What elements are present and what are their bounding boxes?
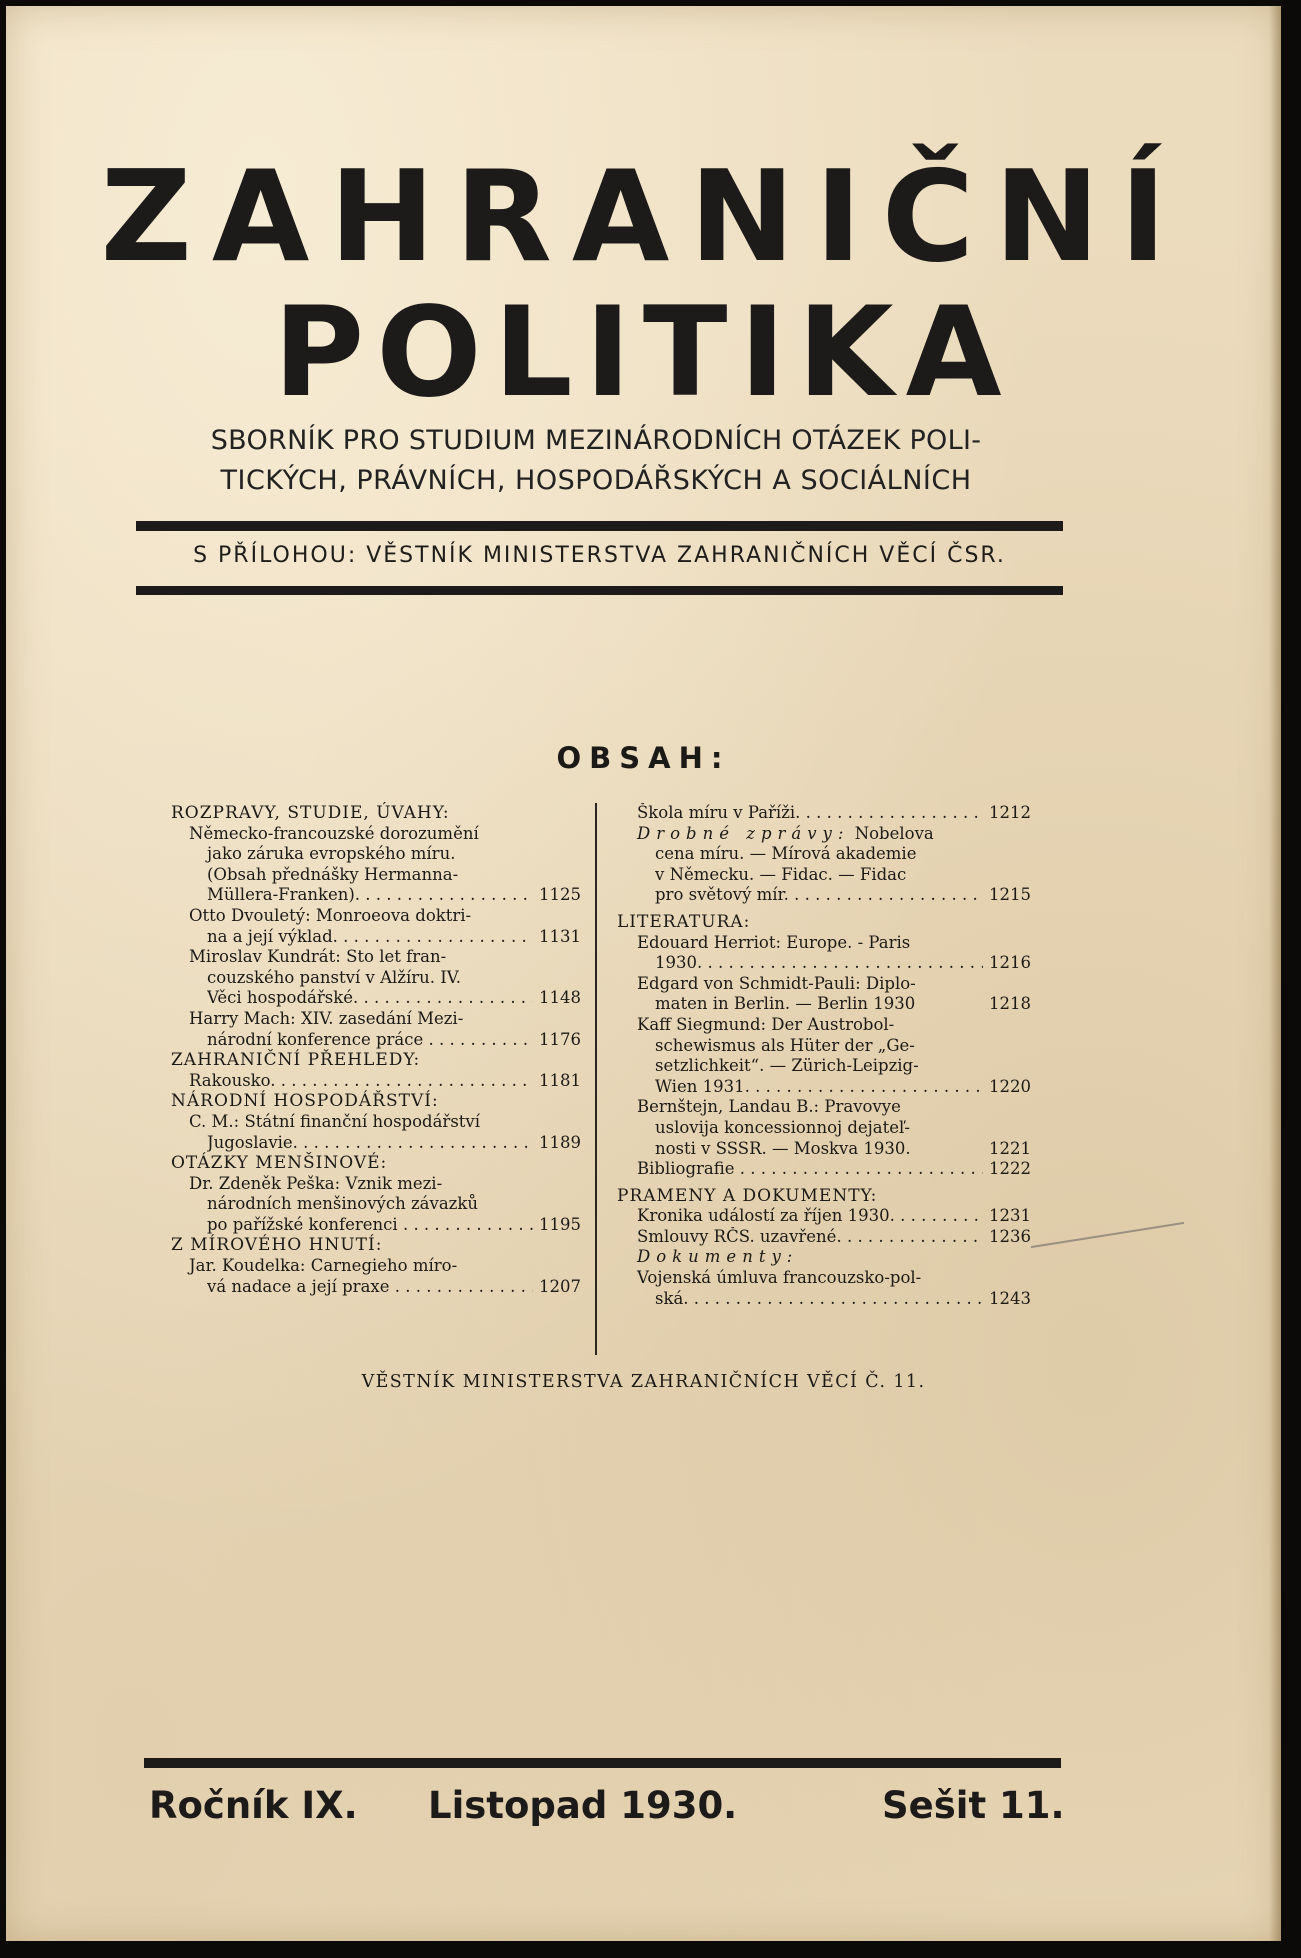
toc-entry xyxy=(189,1256,581,1297)
toc-entry-line: schewismus als Hüter der „Ge- xyxy=(655,1035,915,1055)
toc-entry-last-line xyxy=(189,927,581,948)
page-number: 1181 xyxy=(539,1070,581,1090)
toc-entry-last-line xyxy=(637,1289,1031,1310)
toc-entry-last-line xyxy=(189,885,581,906)
toc-entry-line: po pařížské konferenci . . . xyxy=(207,1215,533,1236)
toc-entry-last-line xyxy=(189,988,581,1009)
toc-entry-line: národní konference práce . . . xyxy=(207,1030,533,1051)
top-rule xyxy=(136,521,1063,531)
toc-entry-line: Škola míru v Paříži. . . . xyxy=(637,803,983,824)
page-number: 1195 xyxy=(539,1214,581,1234)
toc-entry-line: Jugoslavie. . . . xyxy=(207,1133,533,1154)
toc-entry xyxy=(637,1159,1031,1180)
toc-entry-line: Smlouvy RČS. uzavřené. . . . xyxy=(637,1227,983,1248)
toc-entry xyxy=(637,1247,1031,1309)
toc-right-column xyxy=(613,803,1031,1309)
page-number: 1125 xyxy=(539,885,581,905)
toc-entry xyxy=(189,1009,581,1050)
toc-entry-last-line xyxy=(189,1215,581,1236)
page-number: 1212 xyxy=(989,803,1031,822)
pencil-mark xyxy=(1031,1222,1184,1248)
section-heading: Z MÍROVÉHO HNUTÍ: xyxy=(171,1235,383,1256)
toc-entry-line: Harry Mach: XIV. zasedání Mezi- xyxy=(189,1008,464,1028)
toc-entry xyxy=(637,1206,1031,1227)
page-number: 1216 xyxy=(989,953,1031,973)
toc-entry-last-line xyxy=(189,1030,581,1051)
toc-entry-line: C. M.: Státní finanční hospodářství xyxy=(189,1111,481,1131)
toc-entry-last-line xyxy=(637,953,1031,974)
toc-entry-line: Jar. Koudelka: Carnegieho míro- xyxy=(189,1256,458,1276)
toc-entry-line: couzského panství v Alžíru. IV. xyxy=(207,967,462,987)
toc-entry xyxy=(637,824,1031,906)
volume-label: Ročník IX. xyxy=(149,1784,358,1827)
page-number: 1215 xyxy=(989,885,1031,905)
bottom-rule xyxy=(144,1758,1061,1768)
second-rule xyxy=(136,586,1063,595)
toc-entry-line: Edgard von Schmidt-Pauli: Diplo- xyxy=(637,973,916,993)
section-label-spaced: Drobné zprávy: xyxy=(637,823,850,843)
column-divider xyxy=(595,803,597,1355)
page-number: 1131 xyxy=(539,926,581,946)
page-number: 1218 xyxy=(989,994,1031,1014)
toc-entry-line: Miroslav Kundrát: Sto let fran- xyxy=(189,947,447,967)
toc-entry-last-line xyxy=(637,803,1031,824)
section-heading: PRAMENY A DOKUMENTY: xyxy=(617,1185,878,1206)
issue-number: Sešit 11. xyxy=(882,1784,1065,1827)
journal-cover xyxy=(6,6,1281,1941)
toc-entry-last-line xyxy=(189,1071,581,1092)
toc-entry xyxy=(637,974,1031,1015)
toc-entry xyxy=(637,1097,1031,1159)
page-number: 1243 xyxy=(989,1288,1031,1308)
vestnik-note: VĚSTNÍK MINISTERSTVA ZAHRANIČNÍCH VĚCÍ Č. 11. xyxy=(361,1372,926,1392)
toc-entry-line: na a její výklad. . . . xyxy=(207,927,533,948)
page-number: 1207 xyxy=(539,1276,581,1296)
toc-entry-line xyxy=(637,824,1031,845)
subtitle-line-1: SBORNÍK PRO STUDIUM MEZINÁRODNÍCH OTÁZEK POLI- xyxy=(210,425,982,456)
toc-entry-text: Nobelova xyxy=(854,823,934,843)
page-number: 1176 xyxy=(539,1029,581,1049)
toc-entry-line: Edouard Herriot: Europe. - Paris xyxy=(637,932,911,952)
toc-entry-line: (Obsah přednášky Hermanna- xyxy=(207,864,459,884)
toc-entry-line: vá nadace a její praxe . . . xyxy=(207,1277,533,1298)
toc-entry-line: pro světový mír. . . . xyxy=(655,885,983,906)
toc-entry-line: Bibliografie . . . xyxy=(637,1159,983,1180)
page-number: 1148 xyxy=(539,988,581,1008)
toc-entry xyxy=(189,906,581,947)
toc-entry-line: ská. . . . xyxy=(655,1289,983,1310)
supplement-note: S PŘÍLOHOU: VĚSTNÍK MINISTERSTVA ZAHRANIČNÍCH VĚCÍ ČSR. xyxy=(193,543,1006,568)
section-heading: NÁRODNÍ HOSPODÁŘSTVÍ: xyxy=(171,1091,439,1112)
section-label-spaced: Dokumenty: xyxy=(637,1247,799,1267)
toc-entry xyxy=(637,933,1031,974)
toc-entry-line: 1930. . . . xyxy=(655,953,983,974)
toc-entry-last-line xyxy=(637,1077,1031,1098)
toc-entry-line: Dr. Zdeněk Peška: Vznik mezi- xyxy=(189,1173,443,1193)
toc-left-column xyxy=(171,803,581,1297)
toc-entry-line: Rakousko. . . . xyxy=(189,1071,533,1092)
contents-heading: OBSAH: xyxy=(556,741,731,775)
title-line-1: ZAHRANIČNÍ xyxy=(100,143,1187,290)
page-number: 1231 xyxy=(989,1206,1031,1226)
toc-entry-line: Německo-francouzské dorozumění xyxy=(189,823,479,843)
toc-entry-line: Kaff Siegmund: Der Austrobol- xyxy=(637,1014,895,1034)
toc-entry-line: uslovija koncessionnoj dejateľ- xyxy=(655,1117,910,1137)
page-number: 1221 xyxy=(989,1138,1031,1158)
toc-entry xyxy=(637,803,1031,824)
toc-entry-line: Otto Dvouletý: Monroeova doktri- xyxy=(189,905,472,925)
section-heading: LITERATURA: xyxy=(617,911,751,932)
toc-entry-line: nosti v SSSR. — Moskva 1930. xyxy=(655,1138,911,1158)
toc-entry-last-line xyxy=(637,1139,1031,1160)
toc-entry xyxy=(189,824,581,906)
toc-entry-line: Věci hospodářské. . . . xyxy=(207,988,533,1009)
toc-entry-line: Bernštejn, Landau B.: Pravovye xyxy=(637,1097,901,1117)
toc-entry-line: cena míru. — Mírová akademie xyxy=(655,844,917,864)
section-heading: ROZPRAVY, STUDIE, ÚVAHY: xyxy=(171,803,450,823)
toc-entry xyxy=(189,947,581,1009)
toc-entry-line: Vojenská úmluva francouzsko-pol- xyxy=(637,1268,922,1288)
toc-entry-last-line xyxy=(189,1133,581,1154)
toc-entry-line: v Německu. — Fidac. — Fidac xyxy=(655,864,907,884)
issue-date: Listopad 1930. xyxy=(428,1784,738,1827)
toc-entry-line: Müllera-Franken). . . . xyxy=(207,885,533,906)
page-number: 1189 xyxy=(539,1132,581,1152)
section-heading: OTÁZKY MENŠINOVÉ: xyxy=(171,1153,388,1174)
toc-entry xyxy=(637,1015,1031,1097)
toc-entry-last-line xyxy=(637,1206,1031,1227)
toc-entry-line: setzlichkeit“. — Zürich-Leipzig- xyxy=(655,1056,919,1076)
page-number: 1220 xyxy=(989,1076,1031,1096)
toc-entry-last-line xyxy=(637,994,1031,1015)
toc-entry xyxy=(189,1112,581,1153)
page-number: 1222 xyxy=(989,1159,1031,1179)
toc-entry-line: národních menšinových závazků xyxy=(207,1194,478,1214)
toc-entry xyxy=(637,1227,1031,1248)
section-heading: ZAHRANIČNÍ PŘEHLEDY: xyxy=(171,1050,421,1071)
toc-entry-last-line xyxy=(637,1227,1031,1248)
toc-entry-last-line xyxy=(189,1277,581,1298)
toc-entry-line: maten in Berlin. — Berlin 1930 xyxy=(655,994,916,1014)
toc-entry-last-line xyxy=(637,885,1031,906)
toc-entry xyxy=(189,1174,581,1236)
subtitle-line-2: TICKÝCH, PRÁVNÍCH, HOSPODÁŘSKÝCH A SOCIÁLNÍCH xyxy=(220,465,972,496)
toc-entry-line: Kronika událostí za říjen 1930. . . . xyxy=(637,1206,983,1227)
toc-entry-line: jako záruka evropského míru. xyxy=(207,844,456,864)
toc-entry xyxy=(189,1071,581,1092)
title-line-2: POLITIKA xyxy=(273,281,1014,425)
page-number: 1236 xyxy=(989,1226,1031,1246)
toc-entry-line: Wien 1931. . . . xyxy=(655,1077,983,1098)
toc-entry-last-line xyxy=(637,1159,1031,1180)
